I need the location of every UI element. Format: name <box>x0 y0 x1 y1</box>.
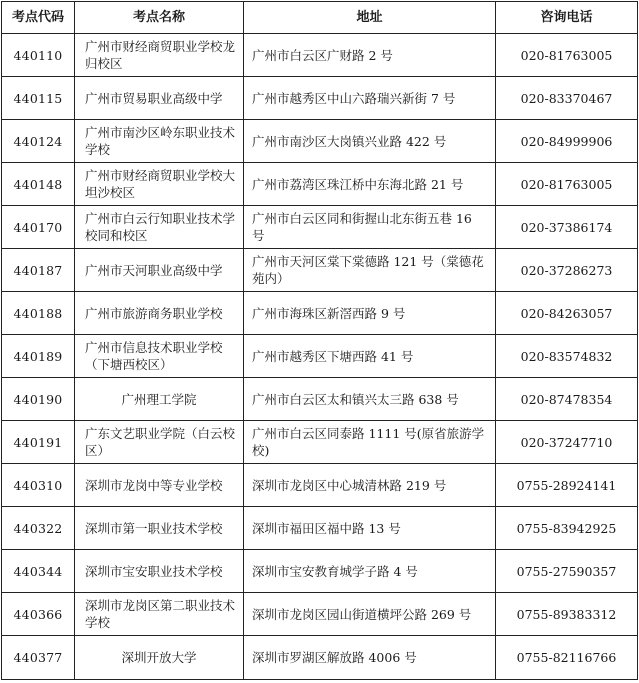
site-address: 深圳市龙岗区中心城清林路 219 号 <box>244 464 496 507</box>
site-address: 广州市越秀区下塘西路 41 号 <box>244 335 496 378</box>
site-phone: 020-37386174 <box>496 206 638 249</box>
site-code: 440377 <box>2 636 75 680</box>
site-address: 深圳市龙岗区园山街道横坪公路 269 号 <box>244 593 496 636</box>
site-code: 440148 <box>2 163 75 206</box>
site-address: 广州市南沙区大岗镇兴业路 422 号 <box>244 120 496 163</box>
table-row <box>2 421 638 464</box>
table-row <box>2 34 638 77</box>
site-phone: 020-84999906 <box>496 120 638 163</box>
site-address: 广州市海珠区新滘西路 9 号 <box>244 292 496 335</box>
table-row <box>2 292 638 335</box>
header-name: 考点名称 <box>75 2 244 34</box>
site-phone: 0755-28924141 <box>496 464 638 507</box>
header-phone: 咨询电话 <box>496 2 638 34</box>
site-address: 广州市白云区同泰路 1111 号(原省旅游学校) <box>244 421 496 464</box>
site-name: 广州市白云行知职业技术学校同和校区 <box>75 206 244 249</box>
site-phone: 0755-83942925 <box>496 507 638 550</box>
site-address: 广州市越秀区中山六路瑞兴新街 7 号 <box>244 77 496 120</box>
site-name: 广州市旅游商务职业学校 <box>75 292 244 335</box>
site-address: 深圳市罗湖区解放路 4006 号 <box>244 636 496 680</box>
exam-sites-table <box>1 1 638 680</box>
header-address: 地址 <box>244 2 496 34</box>
site-code: 440188 <box>2 292 75 335</box>
table-row <box>2 120 638 163</box>
site-address: 深圳市福田区福中路 13 号 <box>244 507 496 550</box>
site-phone: 0755-27590357 <box>496 550 638 593</box>
table-row <box>2 636 638 680</box>
site-name: 深圳市龙岗中等专业学校 <box>75 464 244 507</box>
site-name: 广东文艺职业学院（白云校区） <box>75 421 244 464</box>
site-phone: 020-87478354 <box>496 378 638 421</box>
site-name: 广州市信息技术职业学校（下塘西校区） <box>75 335 244 378</box>
site-phone: 020-81763005 <box>496 34 638 77</box>
site-phone: 020-84263057 <box>496 292 638 335</box>
site-phone: 0755-89383312 <box>496 593 638 636</box>
site-phone: 020-83574832 <box>496 335 638 378</box>
table-row <box>2 206 638 249</box>
table-row <box>2 378 638 421</box>
site-name: 广州市财经商贸职业学校大坦沙校区 <box>75 163 244 206</box>
site-name: 深圳市第一职业技术学校 <box>75 507 244 550</box>
site-code: 440366 <box>2 593 75 636</box>
site-code: 440310 <box>2 464 75 507</box>
site-address: 广州市白云区太和镇兴太三路 638 号 <box>244 378 496 421</box>
site-name: 广州市财经商贸职业学校龙归校区 <box>75 34 244 77</box>
table-row <box>2 163 638 206</box>
site-name: 广州理工学院 <box>75 378 244 421</box>
site-name: 广州市天河职业高级中学 <box>75 249 244 292</box>
site-code: 440124 <box>2 120 75 163</box>
table-row <box>2 507 638 550</box>
table-header-row <box>2 2 638 34</box>
site-code: 440170 <box>2 206 75 249</box>
table-row <box>2 335 638 378</box>
site-name: 深圳市龙岗区第二职业技术学校 <box>75 593 244 636</box>
site-address: 深圳市宝安教育城学子路 4 号 <box>244 550 496 593</box>
site-phone: 020-81763005 <box>496 163 638 206</box>
site-name: 广州市贸易职业高级中学 <box>75 77 244 120</box>
site-code: 440322 <box>2 507 75 550</box>
site-address: 广州市白云区广财路 2 号 <box>244 34 496 77</box>
table-row <box>2 593 638 636</box>
site-address: 广州市白云区同和街握山北东街五巷 16 号 <box>244 206 496 249</box>
site-code: 440187 <box>2 249 75 292</box>
site-phone: 0755-82116766 <box>496 636 638 680</box>
site-name: 深圳市宝安职业技术学校 <box>75 550 244 593</box>
site-phone: 020-37247710 <box>496 421 638 464</box>
site-phone: 020-83370467 <box>496 77 638 120</box>
site-name: 深圳开放大学 <box>75 636 244 680</box>
table-row <box>2 77 638 120</box>
site-phone: 020-37286273 <box>496 249 638 292</box>
site-code: 440110 <box>2 34 75 77</box>
site-code: 440115 <box>2 77 75 120</box>
site-code: 440190 <box>2 378 75 421</box>
site-code: 440191 <box>2 421 75 464</box>
site-address: 广州市荔湾区珠江桥中东海北路 21 号 <box>244 163 496 206</box>
site-code: 440344 <box>2 550 75 593</box>
table-row <box>2 464 638 507</box>
table-row <box>2 249 638 292</box>
header-code: 考点代码 <box>2 2 75 34</box>
site-code: 440189 <box>2 335 75 378</box>
table-row <box>2 550 638 593</box>
site-name: 广州市南沙区岭东职业技术学校 <box>75 120 244 163</box>
site-address: 广州市天河区棠下棠德路 121 号（棠德花苑内） <box>244 249 496 292</box>
